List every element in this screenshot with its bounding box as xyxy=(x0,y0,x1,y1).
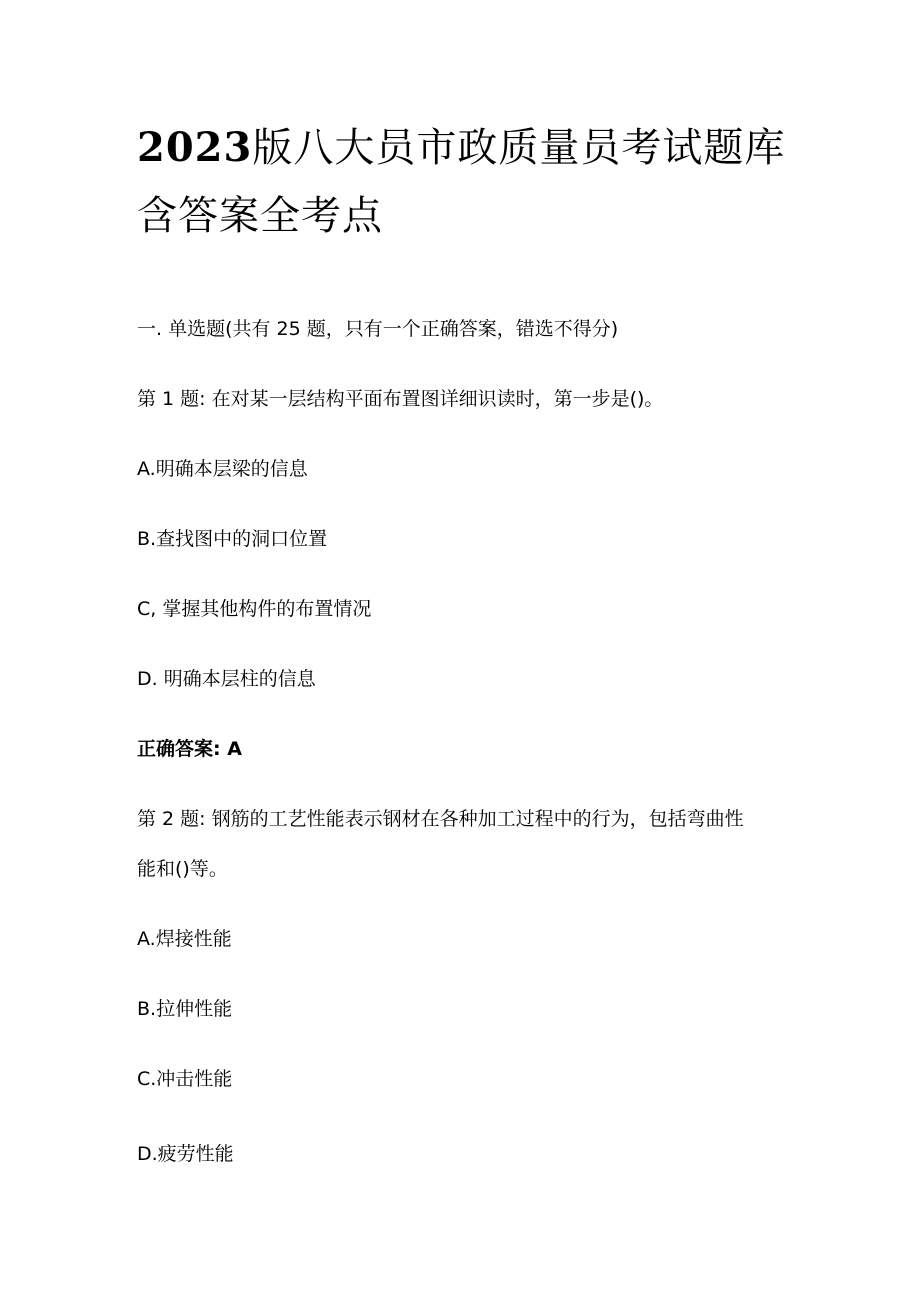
question-1-option-c: C, 掌握其他构件的布置情况 xyxy=(137,598,372,620)
question-2-option-c: C.冲击性能 xyxy=(137,1068,233,1090)
question-1-stem: 第 1 题: 在对某一层结构平面布置图详细识读时，第一步是()。 xyxy=(137,388,664,410)
question-1-option-d: D. 明确本层柱的信息 xyxy=(137,668,316,690)
title-text: 版八大员市政质量员考试题库 xyxy=(252,125,786,171)
question-2-option-a: A.焊接性能 xyxy=(137,928,232,950)
question-2-stem-line-2: 能和()等。 xyxy=(137,858,228,880)
section-header: 一. 单选题(共有 25 题，只有一个正确答案，错选不得分) xyxy=(137,318,619,340)
question-1-option-b: B.查找图中的洞口位置 xyxy=(137,528,328,550)
question-1-answer: 正确答案: A xyxy=(137,738,242,760)
question-2-option-b: B.拉伸性能 xyxy=(137,998,233,1020)
title-year: 2023 xyxy=(137,124,253,171)
document-title-line-1 xyxy=(137,126,817,170)
question-2-stem-line-1: 第 2 题: 钢筋的工艺性能表示钢材在各种加工过程中的行为，包括弯曲性 xyxy=(137,808,744,830)
question-2-option-d: D.疲劳性能 xyxy=(137,1143,234,1165)
document-title-line-2: 含答案全考点 xyxy=(137,193,383,239)
question-1-option-a: A.明确本层梁的信息 xyxy=(137,458,308,480)
